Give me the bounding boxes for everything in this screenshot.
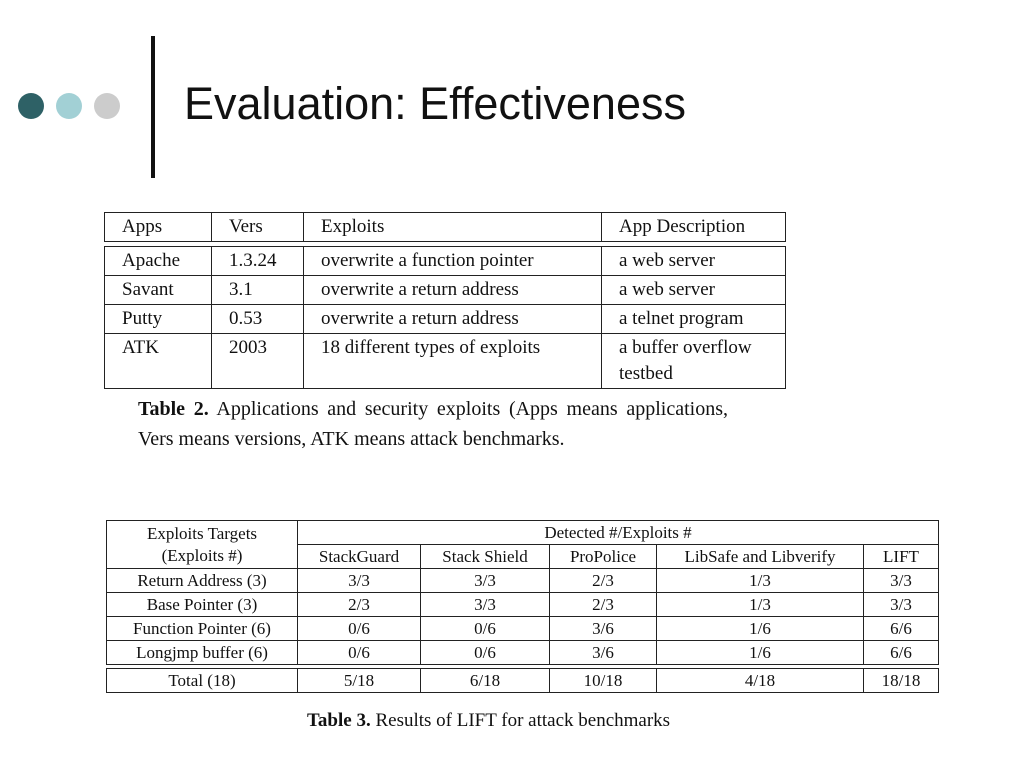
table-cell: Total (18): [107, 669, 298, 693]
dot-dark: [18, 93, 44, 119]
table-3-tool-header: ProPolice: [550, 545, 657, 569]
table-2-header: Apps: [105, 213, 212, 242]
table-cell: Base Pointer (3): [107, 593, 298, 617]
table-cell: 1/3: [657, 569, 864, 593]
table-3-tool-header: StackGuard: [298, 545, 421, 569]
table-cell: 0/6: [421, 641, 550, 665]
table-row: [105, 276, 786, 305]
table-3-group-header: Detected #/Exploits #: [298, 521, 939, 545]
table-total-row: [107, 669, 939, 693]
table-row: [107, 593, 939, 617]
table-row: [105, 247, 786, 276]
table-3-target-header-line2: (Exploits #): [161, 545, 243, 565]
table-cell: 3/3: [864, 569, 939, 593]
table-2-header: Exploits: [304, 213, 602, 242]
table-cell: Function Pointer (6): [107, 617, 298, 641]
table-2-caption-label: Table 2.: [138, 398, 209, 420]
table-3-target-header-line1: Exploits Targets: [146, 523, 258, 543]
table-cell: Longjmp buffer (6): [107, 641, 298, 665]
title-divider: [151, 36, 155, 178]
table-cell: 3/3: [864, 593, 939, 617]
table-cell: 1/6: [657, 641, 864, 665]
table-cell: a telnet program: [602, 305, 786, 334]
table-cell: 5/18: [298, 669, 421, 693]
table-3-caption-text: Results of LIFT for attack benchmarks: [375, 710, 671, 731]
table-cell: 0.53: [212, 305, 304, 334]
table-cell: 4/18: [657, 669, 864, 693]
table-cell: 3/3: [421, 593, 550, 617]
table-cell: overwrite a return address: [304, 276, 602, 305]
table-cell: 3/3: [298, 569, 421, 593]
table-cell: 1/6: [657, 617, 864, 641]
table-2-caption: [138, 394, 728, 454]
bullet-dots-decoration: [18, 93, 120, 119]
table-cell: 1/3: [657, 593, 864, 617]
table-cell: 3/6: [550, 641, 657, 665]
table-cell: 2/3: [550, 593, 657, 617]
table-cell: 2003: [212, 334, 304, 389]
table-cell: 18/18: [864, 669, 939, 693]
table-2-caption-text: Applications and security exploits (Apps means applications, Vers means versions, ATK means attack benchmarks.: [138, 398, 728, 450]
table-cell: Putty: [105, 305, 212, 334]
table-2-header-row: [105, 213, 786, 242]
table-cell: 0/6: [298, 641, 421, 665]
table-row: [107, 617, 939, 641]
table-cell: 6/6: [864, 641, 939, 665]
table-cell: overwrite a return address: [304, 305, 602, 334]
table-cell: Return Address (3): [107, 569, 298, 593]
table-3: [106, 520, 939, 693]
table-cell: 1.3.24: [212, 247, 304, 276]
dot-light-teal: [56, 93, 82, 119]
table-3-tool-header: LIFT: [864, 545, 939, 569]
table-row: [107, 569, 939, 593]
table-2-header: Vers: [212, 213, 304, 242]
table-3-tool-header: Stack Shield: [421, 545, 550, 569]
table-3-caption: [307, 710, 670, 732]
table-cell: Apache: [105, 247, 212, 276]
table-cell: 3.1: [212, 276, 304, 305]
table-row: [107, 641, 939, 665]
table-3-caption-label: Table 3.: [307, 710, 371, 731]
table-cell: a web server: [602, 276, 786, 305]
table-cell: 10/18: [550, 669, 657, 693]
table-3-header-row: [107, 521, 939, 545]
table-cell: a web server: [602, 247, 786, 276]
table-cell: ATK: [105, 334, 212, 389]
table-cell: 6/6: [864, 617, 939, 641]
table-cell: a buffer overflow testbed: [602, 334, 786, 389]
slide-title: Evaluation: Effectiveness: [184, 78, 686, 129]
table-cell: Savant: [105, 276, 212, 305]
table-cell: 2/3: [550, 569, 657, 593]
table-row: [105, 305, 786, 334]
table-row: [105, 334, 786, 389]
table-2-header: App Description: [602, 213, 786, 242]
table-cell: 3/3: [421, 569, 550, 593]
dot-gray: [94, 93, 120, 119]
table-cell: 18 different types of exploits: [304, 334, 602, 389]
table-3-target-header: [107, 521, 298, 569]
table-cell: 6/18: [421, 669, 550, 693]
table-cell: overwrite a function pointer: [304, 247, 602, 276]
table-3-tool-header: LibSafe and Libverify: [657, 545, 864, 569]
table-cell: 0/6: [421, 617, 550, 641]
table-2: [104, 212, 786, 389]
table-cell: 2/3: [298, 593, 421, 617]
table-cell: 3/6: [550, 617, 657, 641]
table-cell: 0/6: [298, 617, 421, 641]
